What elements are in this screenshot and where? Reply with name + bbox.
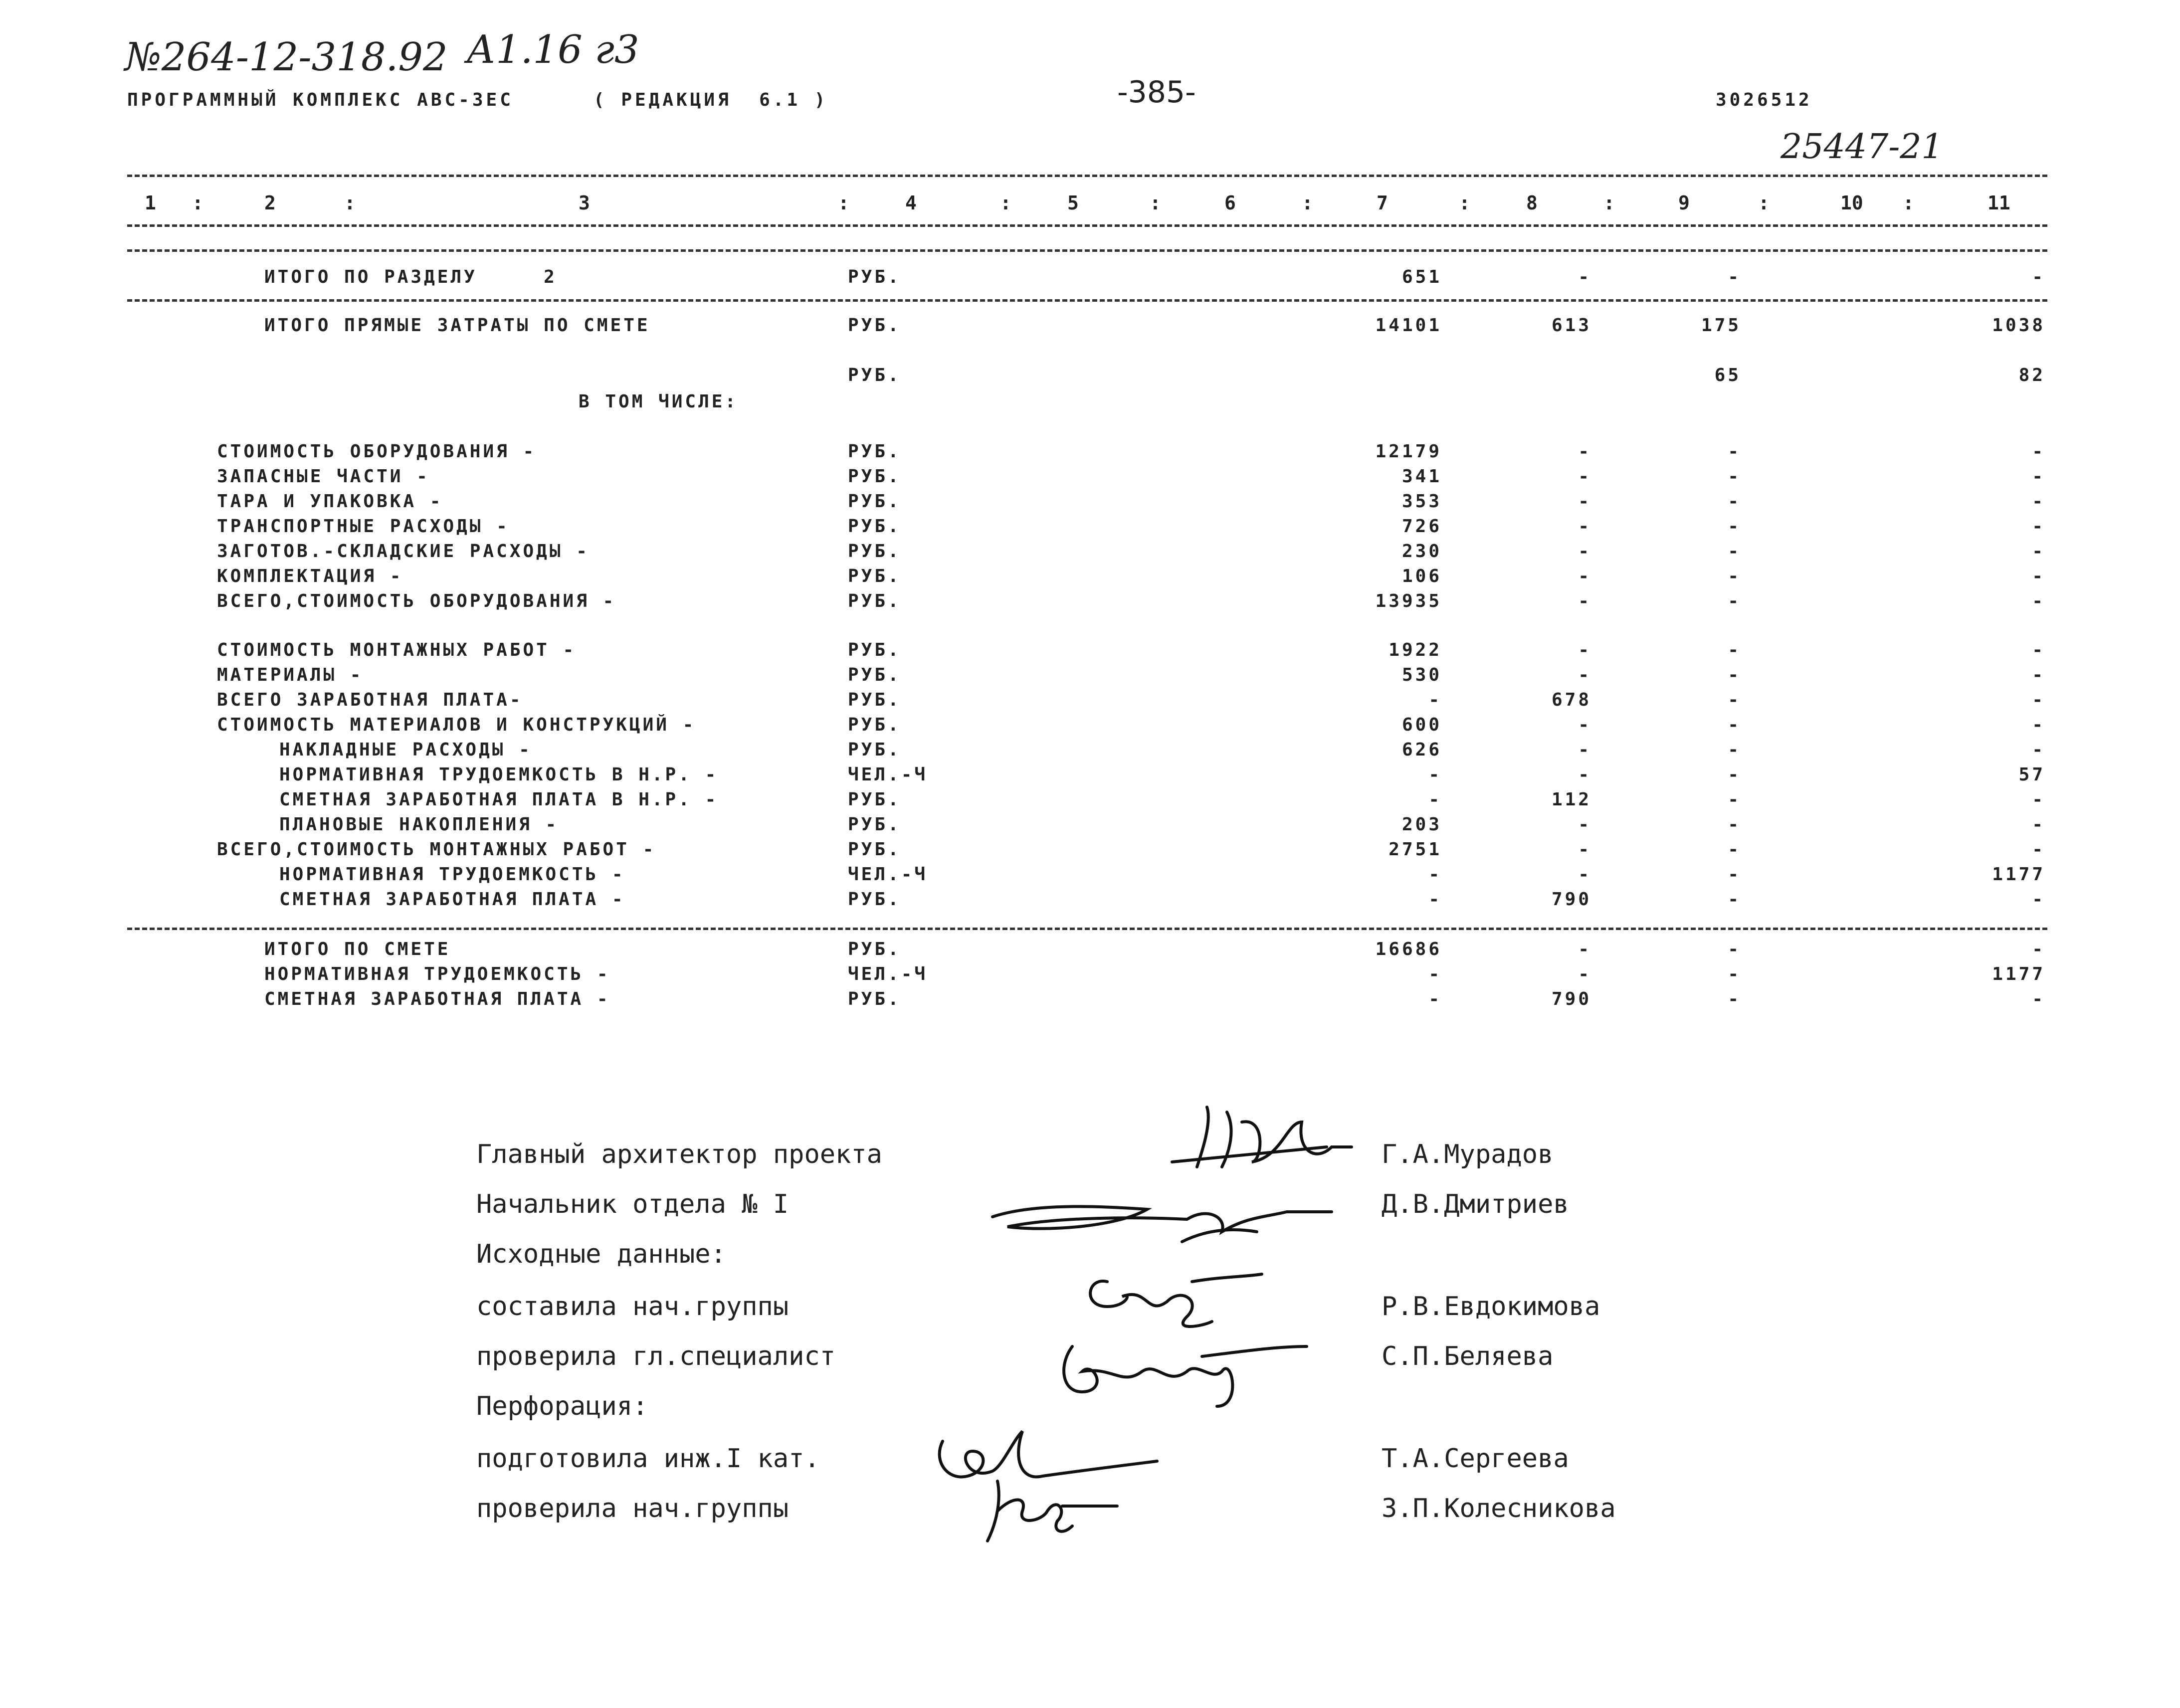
signatory-role: Начальник отдела № I (476, 1189, 789, 1219)
cell-col8: - (1578, 740, 1591, 760)
row-unit: РУБ. (848, 591, 901, 611)
cell-col11: - (2032, 516, 2045, 537)
table-row (0, 939, 2180, 964)
table-row (0, 814, 2180, 839)
row-unit: РУБ. (848, 814, 901, 835)
row-unit: ЧЕЛ.-Ч (848, 764, 928, 785)
signatory-name: Т.А.Сергеева (1382, 1444, 1569, 1474)
row-label: СТОИМОСТЬ МОНТАЖНЫХ РАБОТ - (217, 640, 577, 660)
row-label: НАКЛАДНЫЕ РАСХОДЫ - (279, 740, 532, 760)
cell-col8: - (1578, 541, 1591, 562)
column-separator: : (1150, 192, 1161, 214)
table-row (0, 566, 2180, 591)
row-label: В ТОМ ЧИСЛЕ: (579, 391, 739, 412)
signature-evdokimova (1072, 1267, 1272, 1336)
column-number-2: 2 (264, 192, 276, 214)
cell-col9: - (1728, 491, 1741, 512)
cell-col9: - (1728, 441, 1741, 462)
row-label: ПЛАНОВЫЕ НАКОПЛЕНИЯ - (279, 814, 559, 835)
cell-col7: 14101 (1375, 315, 1442, 336)
section-rule (127, 299, 2047, 302)
cell-col9: - (1728, 690, 1741, 710)
row-unit: РУБ. (848, 267, 901, 287)
column-separator: : (1903, 192, 1914, 214)
cell-col8: - (1578, 566, 1591, 586)
column-number-11: 11 (1987, 192, 2010, 214)
cell-col11: - (2032, 441, 2045, 462)
cell-col7: 106 (1401, 566, 1442, 586)
table-row (0, 665, 2180, 690)
cell-col7: 1922 (1388, 640, 1442, 660)
row-unit: РУБ. (848, 715, 901, 735)
row-label: НОРМАТИВНАЯ ТРУДОЕМКОСТЬ В Н.Р. - (279, 764, 719, 785)
cell-col9: - (1728, 665, 1741, 685)
signature-dmitriev (988, 1187, 1337, 1252)
table-row (0, 690, 2180, 715)
table-row (0, 789, 2180, 814)
signatory-name: С.П.Беляева (1382, 1341, 1554, 1371)
cell-col9: - (1728, 541, 1741, 562)
cell-col9: - (1728, 516, 1741, 537)
cell-col7: 2751 (1388, 839, 1442, 860)
table-row (0, 391, 2180, 416)
row-label: НОРМАТИВНАЯ ТРУДОЕМКОСТЬ - (279, 864, 625, 885)
cell-col11: - (2032, 715, 2045, 735)
row-label: ЗАПАСНЫЕ ЧАСТИ - (217, 466, 430, 487)
table-row (0, 864, 2180, 889)
cell-col8: 112 (1551, 789, 1591, 810)
cell-col9: - (1728, 764, 1741, 785)
cell-col7: 16686 (1375, 939, 1442, 959)
cell-col11: - (2032, 789, 2045, 810)
signatory-role: Исходные данные: (476, 1239, 726, 1269)
cell-col8: - (1578, 466, 1591, 487)
row-unit: РУБ. (848, 441, 901, 462)
column-number-1: 1 (145, 192, 156, 214)
table-header-rule (127, 224, 2047, 227)
cell-col8: - (1578, 839, 1591, 860)
row-label: ВСЕГО,СТОИМОСТЬ ОБОРУДОВАНИЯ - (217, 591, 616, 611)
row-label: ВСЕГО ЗАРАБОТНАЯ ПЛАТА- (217, 690, 523, 710)
column-separator: : (192, 192, 203, 214)
cell-col11: - (2032, 640, 2045, 660)
cell-col8: - (1578, 267, 1591, 287)
cell-col7: - (1428, 690, 1442, 710)
row-label: СМЕТНАЯ ЗАРАБОТНАЯ ПЛАТА В Н.Р. - (279, 789, 719, 810)
cell-col8: - (1578, 441, 1591, 462)
row-unit: РУБ. (848, 690, 901, 710)
row-unit: РУБ. (848, 466, 901, 487)
cell-col7: 530 (1401, 665, 1442, 685)
table-row (0, 964, 2180, 989)
cell-col7: - (1428, 789, 1442, 810)
cell-col8: - (1578, 665, 1591, 685)
cell-col11: - (2032, 665, 2045, 685)
cell-col7: 341 (1401, 466, 1442, 487)
row-label: ТРАНСПОРТНЫЕ РАСХОДЫ - (217, 516, 510, 537)
section-rule (127, 928, 2047, 930)
cell-col9: - (1728, 466, 1741, 487)
row-unit: РУБ. (848, 541, 901, 562)
cell-col11: - (2032, 466, 2045, 487)
cell-col11: 82 (2018, 365, 2045, 385)
table-row (0, 315, 2180, 340)
program-edition: ( РЕДАКЦИЯ 6.1 ) (594, 90, 828, 110)
page-number: -385- (1117, 75, 1196, 110)
cell-col8: - (1578, 640, 1591, 660)
table-row (0, 989, 2180, 1014)
table-row (0, 889, 2180, 914)
cell-col9: - (1728, 889, 1741, 910)
cell-col11: - (2032, 267, 2045, 287)
row-unit: РУБ. (848, 365, 901, 385)
cell-col7: - (1428, 864, 1442, 885)
column-separator: : (1603, 192, 1615, 214)
table-row (0, 267, 2180, 292)
table-row (0, 541, 2180, 566)
column-number-5: 5 (1067, 192, 1079, 214)
cell-col8: 613 (1551, 315, 1591, 336)
row-label: ТАРА И УПАКОВКА - (217, 491, 443, 512)
signature-kolesnikova (973, 1476, 1122, 1546)
signatory-name: З.П.Колесникова (1382, 1494, 1616, 1523)
cell-col7: - (1428, 889, 1442, 910)
cell-col9: 175 (1701, 315, 1741, 336)
row-unit: РУБ. (848, 740, 901, 760)
cell-col11: 1177 (1992, 964, 2045, 984)
cell-col9: - (1728, 964, 1741, 984)
cell-col8: 790 (1551, 889, 1591, 910)
cell-col8: - (1578, 491, 1591, 512)
column-separator: : (1758, 192, 1770, 214)
cell-col9: - (1728, 267, 1741, 287)
cell-col9: - (1728, 591, 1741, 611)
cell-col9: - (1728, 789, 1741, 810)
document-number: 3026512 (1716, 90, 1812, 110)
column-number-9: 9 (1678, 192, 1690, 214)
signatory-role: проверила нач.группы (476, 1494, 789, 1523)
table-row (0, 740, 2180, 764)
table-top-rule (127, 175, 2047, 177)
cell-col8: - (1578, 591, 1591, 611)
cell-col7: 13935 (1375, 591, 1442, 611)
cell-col9: 65 (1714, 365, 1741, 385)
signature-muradov (1167, 1092, 1367, 1182)
cell-col8: - (1578, 864, 1591, 885)
cell-col7: 230 (1401, 541, 1442, 562)
cell-col9: - (1728, 640, 1741, 660)
table-row (0, 365, 2180, 390)
column-separator: : (1459, 192, 1470, 214)
row-unit: ЧЕЛ.-Ч (848, 964, 928, 984)
column-number-3: 3 (579, 192, 590, 214)
column-separator: : (1302, 192, 1313, 214)
program-title: ПРОГРАММНЫЙ КОМПЛЕКС АВС-3ЕС (127, 90, 514, 110)
row-label: СТОИМОСТЬ МАТЕРИАЛОВ И КОНСТРУКЦИЙ - (217, 715, 696, 735)
table-row (0, 764, 2180, 789)
cell-col9: - (1728, 566, 1741, 586)
signatory-role: Перфорация: (476, 1391, 648, 1421)
signatory-role: Главный архитектор проекта (476, 1139, 882, 1169)
cell-col8: - (1578, 814, 1591, 835)
cell-col11: 1177 (1992, 864, 2045, 885)
signatory-role: проверила гл.специалист (476, 1341, 836, 1371)
cell-col11: - (2032, 591, 2045, 611)
table-row (0, 591, 2180, 616)
row-unit: РУБ. (848, 516, 901, 537)
cell-col8: - (1578, 939, 1591, 959)
row-unit: РУБ. (848, 839, 901, 860)
handwritten-doc-code: №264-12-318.92 (125, 35, 448, 80)
cell-col7: 651 (1401, 267, 1442, 287)
signatory-role: подготовила инж.I кат. (476, 1444, 820, 1474)
row-unit: РУБ. (848, 889, 901, 910)
table-row (0, 839, 2180, 864)
row-unit: РУБ. (848, 315, 901, 336)
column-separator: : (344, 192, 356, 214)
cell-col7: 12179 (1375, 441, 1442, 462)
cell-col7: 726 (1401, 516, 1442, 537)
signature-belyaeva (1052, 1327, 1312, 1411)
row-label: ЗАГОТОВ.-СКЛАДСКИЕ РАСХОДЫ - (217, 541, 590, 562)
row-unit: РУБ. (848, 989, 901, 1009)
cell-col7: 353 (1401, 491, 1442, 512)
table-row (0, 491, 2180, 516)
row-unit: РУБ. (848, 665, 901, 685)
cell-col8: - (1578, 764, 1591, 785)
cell-col7: 600 (1401, 715, 1442, 735)
row-unit: ЧЕЛ.-Ч (848, 864, 928, 885)
row-unit: РУБ. (848, 789, 901, 810)
cell-col11: - (2032, 814, 2045, 835)
column-separator: : (1000, 192, 1011, 214)
cell-col11: - (2032, 690, 2045, 710)
row-label: КОМПЛЕКТАЦИЯ - (217, 566, 403, 586)
cell-col11: - (2032, 889, 2045, 910)
signatory-name: Р.В.Евдокимова (1382, 1292, 1600, 1322)
column-number-10: 10 (1840, 192, 1863, 214)
signatory-name: Г.А.Мурадов (1382, 1139, 1554, 1169)
cell-col11: - (2032, 939, 2045, 959)
handwritten-sheet-code: А1.16 г3 (466, 27, 639, 72)
row-unit: РУБ. (848, 491, 901, 512)
cell-col11: - (2032, 491, 2045, 512)
row-label: ИТОГО ПО СМЕТЕ (264, 939, 451, 959)
table-row (0, 516, 2180, 541)
cell-col11: - (2032, 740, 2045, 760)
row-label: СТОИМОСТЬ ОБОРУДОВАНИЯ - (217, 441, 537, 462)
row-unit: РУБ. (848, 939, 901, 959)
cell-col11: - (2032, 839, 2045, 860)
row-unit: РУБ. (848, 640, 901, 660)
cell-col8: - (1578, 516, 1591, 537)
cell-col11: - (2032, 566, 2045, 586)
signatory-name: Д.В.Дмитриев (1382, 1189, 1569, 1219)
cell-col11: 57 (2018, 764, 2045, 785)
table-row (0, 640, 2180, 665)
cell-col8: 678 (1551, 690, 1591, 710)
table-row (0, 715, 2180, 740)
cell-col9: - (1728, 989, 1741, 1009)
signatory-role: составила нач.группы (476, 1292, 789, 1322)
row-label: НОРМАТИВНАЯ ТРУДОЕМКОСТЬ - (264, 964, 610, 984)
cell-col7: - (1428, 964, 1442, 984)
cell-col11: 1038 (1992, 315, 2045, 336)
row-label: СМЕТНАЯ ЗАРАБОТНАЯ ПЛАТА - (279, 889, 625, 910)
cell-col8: - (1578, 715, 1591, 735)
column-number-6: 6 (1224, 192, 1236, 214)
cell-col9: - (1728, 715, 1741, 735)
cell-col9: - (1728, 939, 1741, 959)
table-row (0, 441, 2180, 466)
cell-col9: - (1728, 740, 1741, 760)
section-rule (127, 249, 2047, 252)
handwritten-reference: 25447-21 (1781, 127, 1943, 167)
row-label: СМЕТНАЯ ЗАРАБОТНАЯ ПЛАТА - (264, 989, 610, 1009)
cell-col7: 626 (1401, 740, 1442, 760)
cell-col9: - (1728, 814, 1741, 835)
cell-col8: - (1578, 964, 1591, 984)
row-label: МАТЕРИАЛЫ - (217, 665, 364, 685)
column-separator: : (838, 192, 849, 214)
row-unit: РУБ. (848, 566, 901, 586)
cell-col11: - (2032, 989, 2045, 1009)
cell-col7: - (1428, 989, 1442, 1009)
row-label: ИТОГО ПРЯМЫЕ ЗАТРАТЫ ПО СМЕТЕ (264, 315, 650, 336)
column-number-7: 7 (1377, 192, 1388, 214)
row-label: ВСЕГО,СТОИМОСТЬ МОНТАЖНЫХ РАБОТ - (217, 839, 656, 860)
cell-col11: - (2032, 541, 2045, 562)
table-row (0, 466, 2180, 491)
row-label: ИТОГО ПО РАЗДЕЛУ 2 (264, 267, 557, 287)
cell-col8: 790 (1551, 989, 1591, 1009)
column-number-4: 4 (905, 192, 917, 214)
cell-col9: - (1728, 864, 1741, 885)
column-number-8: 8 (1526, 192, 1538, 214)
cell-col7: 203 (1401, 814, 1442, 835)
cell-col7: - (1428, 764, 1442, 785)
cell-col9: - (1728, 839, 1741, 860)
